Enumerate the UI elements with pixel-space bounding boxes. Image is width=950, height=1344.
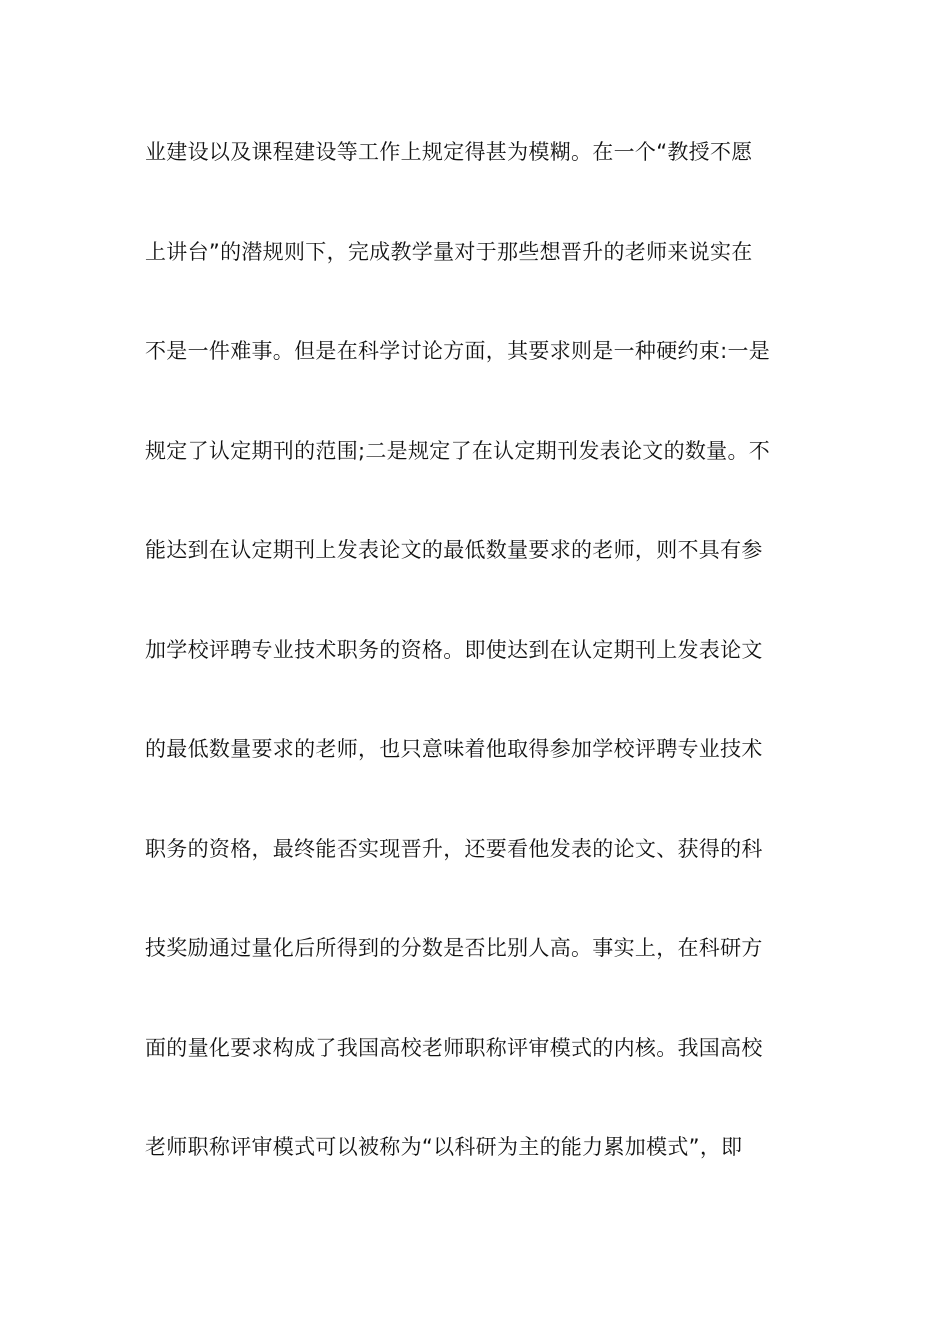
- text-line-10: 面的量化要求构成了我国高校老师职称评审模式的内核。我国高校: [145, 1035, 763, 1060]
- text-line-2: 上讲台”的潜规则下，完成教学量对于那些想晋升的老师来说实在: [145, 239, 753, 264]
- text-line-8: 职务的资格，最终能否实现晋升，还要看他发表的论文、获得的科: [145, 836, 763, 861]
- text-line-7: 的最低数量要求的老师，也只意味着他取得参加学校评聘专业技术: [145, 737, 763, 761]
- text-line-6: 加学校评聘专业技术职务的资格。即使达到在认定期刊上发表论文: [145, 637, 763, 662]
- text-line-4: 规定了认定期刊的范围;二是规定了在认定期刊发表论文的数量。不: [145, 438, 771, 463]
- text-line-1: 业建设以及课程建设等工作上规定得甚为模糊。在一个“教授不愿: [145, 140, 753, 164]
- body-text: [145, 134, 810, 1229]
- text-line-5: 能达到在认定期刊上发表论文的最低数量要求的老师，则不具有参: [145, 538, 763, 562]
- text-line-3: 不是一件难事。但是在科学讨论方面，其要求则是一种硬约束:一是: [145, 339, 771, 363]
- text-line-9: 技奖励通过量化后所得到的分数是否比别人高。事实上，在科研方: [145, 936, 763, 960]
- text-line-11: 老师职称评审模式可以被称为“以科研为主的能力累加模式”，即: [145, 1135, 743, 1159]
